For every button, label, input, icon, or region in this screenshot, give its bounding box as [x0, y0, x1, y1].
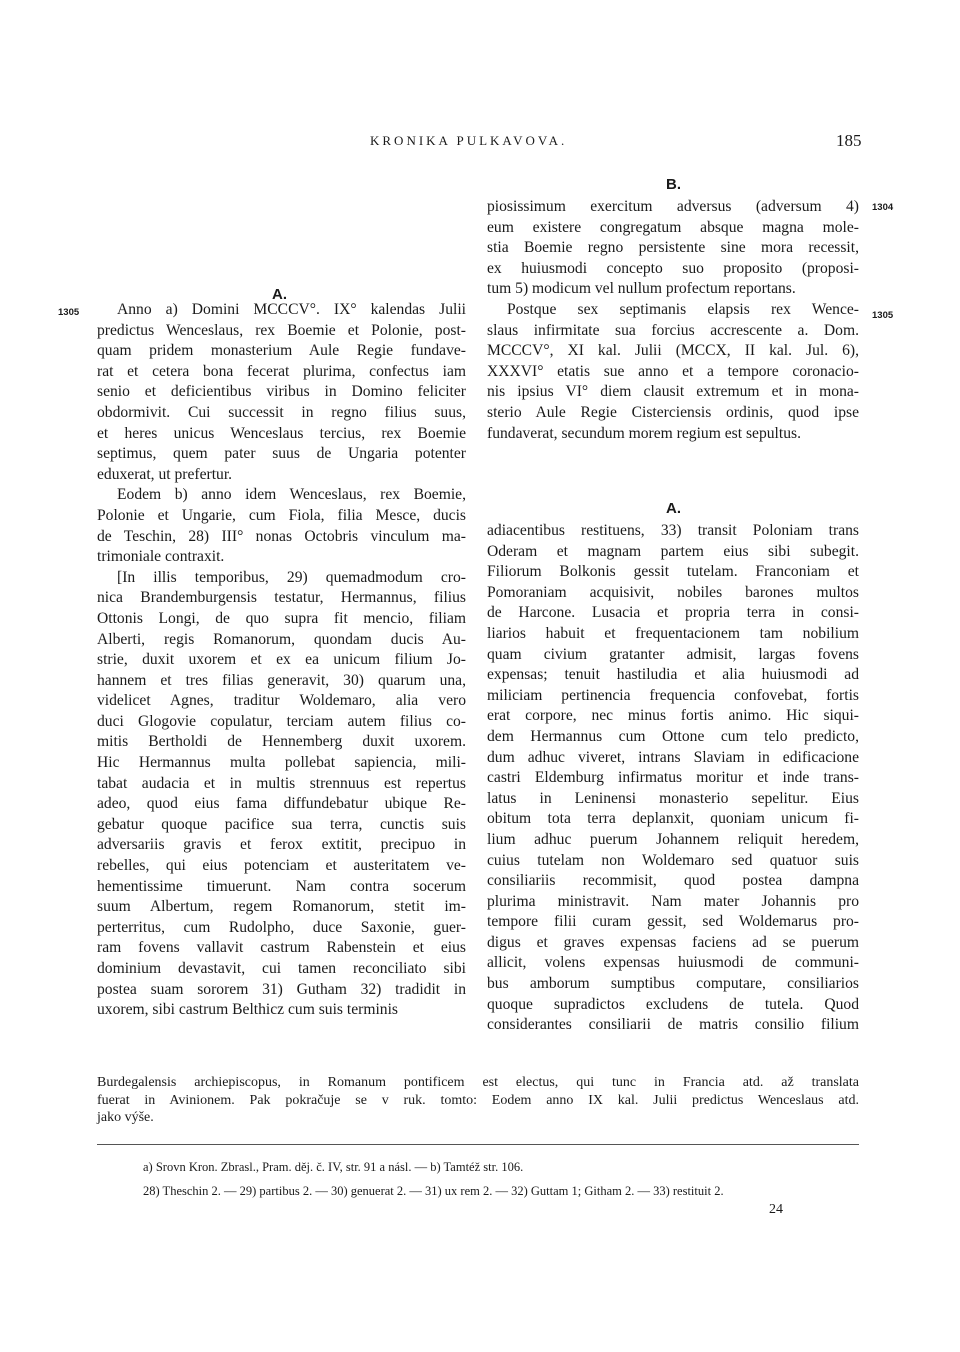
text-line: considerantes consiliarii de matris consilio filium	[487, 1016, 859, 1034]
text-line: Polonie et Ungarie, cum Fiola, filia Mesce, ducis	[97, 506, 466, 524]
text-line: ram fovens vallavit castrum Rabenstein et eius	[97, 939, 466, 957]
text-line: hannem et tres filias generavit, 30) quarum una,	[97, 671, 466, 689]
page-number: 185	[836, 131, 862, 150]
text-line: predictus Wenceslaus, rex Boemie et Polonie, post-	[97, 321, 466, 339]
text-line: mitis Bertholdi de Hennemberg duxit uxorem.	[97, 733, 466, 751]
text-line: liarios habuit et frequentacionem tam nobilium	[487, 624, 859, 642]
text-line: Ottonis Longi, de quo supra fit mencio, filiam	[97, 609, 466, 627]
text-line: castri Eldemburg infirmatus moritur et inde trans-	[487, 769, 859, 787]
text-line: Burdegalensis archiepiscopus, in Romanum pontificem est electus, qui tunc in Francia atd. až translata	[97, 1075, 859, 1090]
text-line: hementissime timuerunt. Nam contra socerum	[97, 877, 466, 895]
text-line: quam civium gratanter admisit, largas fovens	[487, 645, 859, 663]
right-column-a-text	[487, 521, 859, 1036]
text-line: obitum tota terra deplanxit, quoniam unicum fi-	[487, 810, 859, 828]
right-margin-year-1304: 1304	[872, 202, 894, 213]
left-column-label: A.	[272, 286, 287, 303]
footnote-line-1: a) Srovn Kron. Zbrasl., Pram. děj. č. IV, str. 91 a násl. — b) Tamtéž str. 106.	[143, 1160, 524, 1174]
text-line: adversariis gravis et ferox extitit, precipuo in	[97, 836, 466, 854]
left-column-text	[97, 300, 466, 1021]
text-line: senio et deficientibus viribus in Domino feliciter	[97, 383, 466, 401]
text-line: nica Brandemburgensis testatur, Hermannus, filius	[97, 589, 466, 607]
text-line: lium adhuc puerum Johannem reliquit heredem,	[487, 830, 859, 848]
text-line: Anno a) Domini MCCCV°. IX° kalendas Julii	[117, 301, 466, 318]
text-line: slaus infirmitate sua forcius accrescente a. Dom.	[487, 321, 859, 339]
text-line: digus et graves expensas faciens ad se puerum	[487, 933, 859, 951]
text-line: Pomoraniam acquisivit, nobiles barones multos	[487, 583, 859, 601]
text-line: piosissimum exercitum adversus (adversum 4)	[487, 198, 859, 215]
text-line: et heres unicus Wenceslaus tercius, rex Boemie	[97, 424, 466, 442]
text-line: dem Hermannus cum Ottone cum telo predicto,	[487, 727, 859, 745]
variant-note	[97, 1074, 859, 1127]
right-margin-year-1305: 1305	[872, 310, 894, 321]
text-line: dum adhuc viveret, intrans Slaviam in edificacione	[487, 748, 859, 766]
text-line: MCCCV°, XI kal. Julii (MCCX, II kal. Jul. 6),	[487, 342, 859, 360]
left-margin-year: 1305	[58, 307, 80, 318]
signature-mark: 24	[769, 1202, 783, 1217]
text-line: latus in Leninensi monasterio sepelitur. Eius	[487, 789, 859, 807]
text-line: miliciam pertinencia frequencia confovebat, fortis	[487, 686, 859, 704]
text-line: adeo, quod eius fama diffundebatur ubique Re-	[97, 795, 466, 813]
text-line: expensas; tenuit hastiludia et alia huiusmodi ad	[487, 666, 859, 684]
text-line: adiacentibus restituens, 33) transit Poloniam trans	[487, 522, 859, 539]
text-line: Hic Hermannus multa pollebat sapiencia, mili-	[97, 754, 466, 772]
text-line: bus amborum sumptibus computare, consiliarios	[487, 975, 859, 993]
text-line: Eodem b) anno idem Wenceslaus, rex Boemie,	[117, 486, 466, 504]
footnote-line-2: 28) Theschin 2. — 29) partibus 2. — 30) genuerat 2. — 31) ux rem 2. — 32) Guttam 1; Githam 2. — 33) restituit 2.	[143, 1184, 724, 1198]
text-line: [In illis temporibus, 29) quemadmodum cro-	[117, 568, 466, 586]
text-line: obdormivit. Cui successit in regno filius suus,	[97, 403, 466, 421]
text-line: uxorem, sibi castrum Belthicz cum suis terminis	[97, 1001, 398, 1019]
text-line: fuerat in Avinionem. Pak pokračuje se v ruk. tomto: Eodem anno IX kal. Julii predictus Wenceslaus atd.	[97, 1092, 859, 1108]
text-line: erat corpore, nec minus fortis animo. Hic siqui-	[487, 707, 859, 725]
text-line: perterritus, cum Rudolpho, duce Saxonie, guer-	[97, 918, 466, 936]
text-line: allicit, volens expensas huiusmodi de communi-	[487, 954, 859, 972]
text-line: duci Glogovie copulatur, terciam autem filius co-	[97, 712, 466, 730]
footnote-rule	[97, 1144, 859, 1145]
text-line: tempore filii curam gessit, sed Woldemarus pro-	[487, 913, 859, 931]
running-title: KRONIKA PULKAVOVA.	[370, 133, 568, 148]
text-line: quoque supradictos excludens de tutela. Quod	[487, 995, 859, 1013]
text-line: XXXVI° etatis sue anno et a tempore coronacio-	[487, 362, 859, 380]
text-line: Postque sex septimanis elapsis rex Wence-	[507, 300, 859, 318]
text-line: videlicet Agnes, traditur Woldemaro, alia vero	[97, 692, 466, 710]
text-line: Oderam et magnam partem eius sibi subegit.	[487, 542, 859, 560]
text-line: consiliariis recommisit, quod postea dampna	[487, 872, 859, 890]
text-line: Filiorum Bolkonis gessit tutelam. Franconiam et	[487, 563, 859, 581]
text-line: trimoniale contraxit.	[97, 548, 225, 566]
text-line: rebelles, qui eius potenciam et austeritatem ve-	[97, 857, 466, 875]
text-line: jako výše.	[97, 1110, 154, 1125]
text-line: stia Boemie regno persistente sine mora recessit,	[487, 239, 859, 257]
text-line: Alberti, regis Romanorum, quondam ducis Au-	[97, 630, 466, 648]
text-line: septimus, quem pater suus de Ungaria potenter	[97, 445, 466, 463]
text-line: postea suam sororem 31) Gutham 32) tradidit in	[97, 980, 466, 998]
text-line: eduxerat, ut prefertur.	[97, 465, 233, 483]
text-line: cuius tutelam non Woldemaro sed quatuor suis	[487, 851, 859, 869]
text-line: ex huiusmodi concepto suo proposito (proposi-	[487, 259, 859, 277]
right-column-b-label: B.	[666, 176, 681, 193]
text-line: suum Albertum, regem Romanorum, stetit im-	[97, 898, 466, 916]
right-column-b-text	[487, 197, 859, 444]
right-column-a-label: A.	[666, 500, 681, 517]
text-line: nis ipsius VI° diem clausit extremum et in mona-	[487, 383, 859, 401]
text-line: tum 5) modicum vel nullum profectum reportans.	[487, 280, 796, 298]
text-line: gebatur quoque pacifice sua terra, cunctis suis	[97, 815, 466, 833]
text-line: dominium devastavit, cui tamen reconciliato sibi	[97, 960, 466, 977]
text-line: strie, duxit uxorem et ex ea unicum filium Jo-	[97, 651, 466, 669]
text-line: de Harcone. Lusacia et propria terra in consi-	[487, 604, 859, 622]
text-line: rat et cetera bona fecerat plurima, confectus iam	[97, 362, 466, 380]
text-line: sterio Aule Regie Cisterciensis ordinis, quod ipse	[487, 403, 859, 421]
text-line: de Teschin, 28) III° nonas Octobris vinculum ma-	[97, 527, 466, 545]
text-line: plurima ministravit. Nam mater Johannis pro	[487, 892, 859, 910]
text-line: eum existere congregatum absque magna mole-	[487, 218, 859, 236]
text-line: tabat audacia et in multis strennuus est repertus	[97, 774, 466, 792]
text-line: quam pridem monasterium Aule Regie fundave-	[97, 342, 466, 360]
text-line: fundaverat, secundum morem regium est sepultus.	[487, 424, 801, 442]
